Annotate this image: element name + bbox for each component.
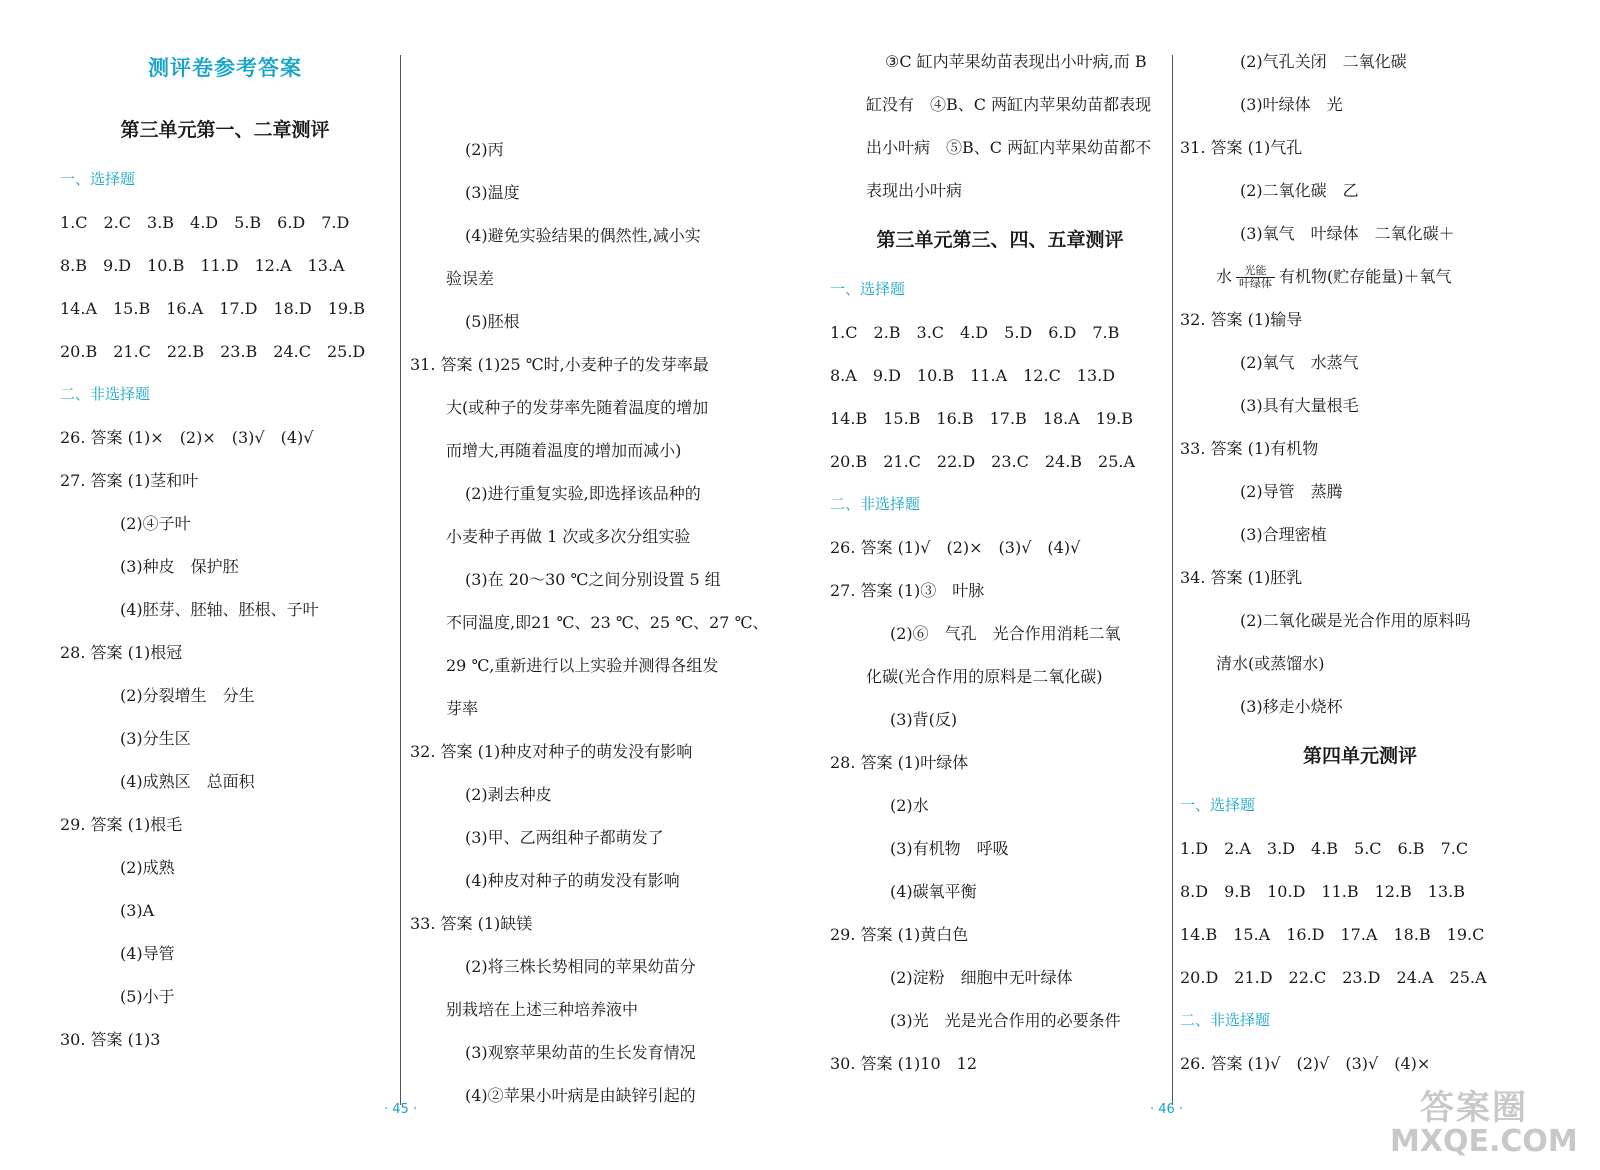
answer-line: (3)光 光是光合作用的必要条件 [890, 1011, 1121, 1030]
answer-line: (2)淀粉 细胞中无叶绿体 [890, 968, 1073, 987]
section-label: 二、非选择题 [1180, 1011, 1271, 1029]
section-heading: 第三单元第三、四、五章测评 [876, 229, 1124, 251]
answer-line: (4)②苹果小叶病是由缺锌引起的 [465, 1086, 696, 1105]
reaction-condition-bottom: 叶绿体 [1239, 277, 1273, 290]
answer-line: 表现出小叶病 [866, 181, 963, 200]
answer-line: (3)移走小烧杯 [1240, 697, 1343, 716]
answer-line: 26. 答案 (1)√ (2)√ (3)√ (4)× [1180, 1054, 1431, 1073]
page-number-right: · 46 · [1150, 1102, 1184, 1117]
answer-line: 30. 答案 (1)10 12 [830, 1054, 978, 1073]
answer-line: (3)背(反) [890, 710, 958, 729]
answer-line: (2)将三株长势相同的苹果幼苗分 [465, 957, 696, 976]
answer-line: (4)种皮对种子的萌发没有影响 [465, 871, 680, 890]
answer-line: (5)胚根 [465, 312, 520, 331]
answer-line: 33. 答案 (1)缺镁 [410, 914, 533, 933]
answer-line: (2)气孔关闭 二氧化碳 [1240, 52, 1407, 71]
answer-line: 大(或种子的发芽率先随着温度的增加 [446, 398, 709, 417]
section-heading: 第三单元第一、二章测评 [120, 119, 330, 141]
answer-line: (2)二氧化碳 乙 [1240, 181, 1359, 200]
answer-line: 26. 答案 (1)× (2)× (3)√ (4)√ [60, 428, 314, 447]
answer-line: 29. 答案 (1)黄白色 [830, 925, 969, 944]
answer-line: (3)甲、乙两组种子都萌发了 [465, 828, 664, 847]
answer-line: (2)进行重复实验,即选择该品种的 [465, 484, 701, 503]
answer-line: (2)丙 [465, 140, 504, 159]
mc-row: 14.A 15.B 16.A 17.D 18.D 19.B [60, 299, 365, 318]
answer-line: (3)氧气 叶绿体 二氧化碳＋ [1240, 224, 1455, 243]
column-1 [60, 40, 390, 1061]
answer-line: 化碳(光合作用的原料是二氧化碳) [866, 667, 1103, 686]
answer-line: (5)小于 [120, 987, 175, 1006]
answer-line: 26. 答案 (1)√ (2)× (3)√ (4)√ [830, 538, 1081, 557]
mc-row: 1.C 2.B 3.C 4.D 5.D 6.D 7.B [830, 323, 1120, 342]
answer-line: (3)A [120, 901, 155, 920]
answer-line: (3)叶绿体 光 [1240, 95, 1343, 114]
answer-line: (4)胚芽、胚轴、胚根、子叶 [120, 600, 319, 619]
answer-line: 29. 答案 (1)根毛 [60, 815, 183, 834]
answer-line: 芽率 [446, 699, 479, 718]
watermark-url: MXQE.COM [1390, 1124, 1578, 1159]
answer-line: 32. 答案 (1)种皮对种子的萌发没有影响 [410, 742, 693, 761]
column-3 [830, 40, 1170, 1085]
answer-line: (4)成熟区 总面积 [120, 772, 255, 791]
reaction-condition-top: 光能 [1236, 265, 1275, 278]
answer-line: 34. 答案 (1)胚乳 [1180, 568, 1303, 587]
answer-line: (4)避免实验结果的偶然性,减小实 [465, 226, 701, 245]
answer-line: (3)观察苹果幼苗的生长发育情况 [465, 1043, 696, 1062]
answer-line: 出小叶病 ⑤B、C 两缸内苹果幼苗都不 [866, 138, 1152, 157]
section-label: 一、选择题 [1180, 796, 1256, 814]
mc-row: 1.D 2.A 3.D 4.B 5.C 6.B 7.C [1180, 839, 1469, 858]
answer-line: (2)剥去种皮 [465, 785, 552, 804]
answer-line: 不同温度,即21 ℃、23 ℃、25 ℃、27 ℃、 [446, 613, 769, 632]
mc-row: 20.B 21.C 22.D 23.C 24.B 25.A [830, 452, 1136, 471]
mc-row: 14.B 15.B 16.B 17.B 18.A 19.B [830, 409, 1134, 428]
equation-right: 有机物(贮存能量)＋氧气 [1279, 267, 1452, 286]
watermark-logo: 答案圈 [1420, 1088, 1528, 1128]
equation-left: 水 [1216, 267, 1233, 286]
answer-line: 小麦种子再做 1 次或多次分组实验 [446, 527, 691, 546]
equation-line [1180, 255, 1540, 298]
mc-row: 20.B 21.C 22.B 23.B 24.C 25.D [60, 342, 366, 361]
section-label: 二、非选择题 [830, 495, 921, 513]
section-heading: 第四单元测评 [1302, 745, 1417, 767]
column-divider [1172, 55, 1173, 1105]
mc-row: 20.D 21.D 22.C 23.D 24.A 25.A [1180, 968, 1487, 987]
answer-line: 33. 答案 (1)有机物 [1180, 439, 1319, 458]
answer-line: 31. 答案 (1)气孔 [1180, 138, 1303, 157]
answer-line: (2)分裂增生 分生 [120, 686, 255, 705]
answer-line: (2)水 [890, 796, 929, 815]
mc-row: 8.D 9.B 10.D 11.B 12.B 13.B [1180, 882, 1466, 901]
answer-line: (3)在 20～30 ℃之间分别设置 5 组 [465, 570, 721, 589]
answer-line: 30. 答案 (1)3 [60, 1030, 161, 1049]
answer-line: (3)具有大量根毛 [1240, 396, 1359, 415]
answer-line: (4)碳氧平衡 [890, 882, 977, 901]
answer-line: 32. 答案 (1)输导 [1180, 310, 1303, 329]
answer-line: 缸没有 ④B、C 两缸内苹果幼苗都表现 [866, 95, 1152, 114]
answer-line: (2)成熟 [120, 858, 175, 877]
answer-line: 别栽培在上述三种培养液中 [446, 1000, 639, 1019]
answer-line: 27. 答案 (1)③ 叶脉 [830, 581, 985, 600]
answer-line: (2)二氧化碳是光合作用的原料吗 [1240, 611, 1471, 630]
answer-line: (3)分生区 [120, 729, 191, 748]
answer-line: (2)导管 蒸腾 [1240, 482, 1343, 501]
answer-line: 29 ℃,重新进行以上实验并测得各组发 [446, 656, 719, 675]
answer-line: 清水(或蒸馏水) [1216, 654, 1325, 673]
answer-line: 27. 答案 (1)茎和叶 [60, 471, 199, 490]
answer-line: 28. 答案 (1)叶绿体 [830, 753, 969, 772]
answer-line: ③C 缸内苹果幼苗表现出小叶病,而 B [885, 52, 1147, 71]
watermark [1380, 1080, 1580, 1160]
answer-line: (4)导管 [120, 944, 175, 963]
column-2 [410, 128, 770, 1117]
column-divider [400, 55, 401, 1105]
column-4 [1180, 40, 1540, 1085]
answer-line: (2)⑥ 气孔 光合作用消耗二氧 [890, 624, 1121, 643]
section-label: 一、选择题 [60, 170, 136, 188]
reaction-arrow [1236, 265, 1275, 290]
answer-line: (3)温度 [465, 183, 520, 202]
answer-line: (2)④子叶 [120, 514, 191, 533]
answer-line: 28. 答案 (1)根冠 [60, 643, 183, 662]
answer-line: 验误差 [446, 269, 495, 288]
mc-row: 8.B 9.D 10.B 11.D 12.A 13.A [60, 256, 345, 275]
answer-line: (3)合理密植 [1240, 525, 1327, 544]
page-title: 测评卷参考答案 [148, 55, 302, 80]
answer-line: (3)有机物 呼吸 [890, 839, 1009, 858]
section-label: 一、选择题 [830, 280, 906, 298]
page-number-left: · 45 · [384, 1102, 418, 1117]
answer-line: 31. 答案 (1)25 ℃时,小麦种子的发芽率最 [410, 355, 709, 374]
answer-line: (3)种皮 保护胚 [120, 557, 239, 576]
answer-line: (2)氧气 水蒸气 [1240, 353, 1359, 372]
mc-row: 1.C 2.C 3.B 4.D 5.B 6.D 7.D [60, 213, 350, 232]
mc-row: 14.B 15.A 16.D 17.A 18.B 19.C [1180, 925, 1485, 944]
answer-line: 而增大,再随着温度的增加而减小) [446, 441, 682, 460]
section-label: 二、非选择题 [60, 385, 151, 403]
mc-row: 8.A 9.D 10.B 11.A 12.C 13.D [830, 366, 1116, 385]
